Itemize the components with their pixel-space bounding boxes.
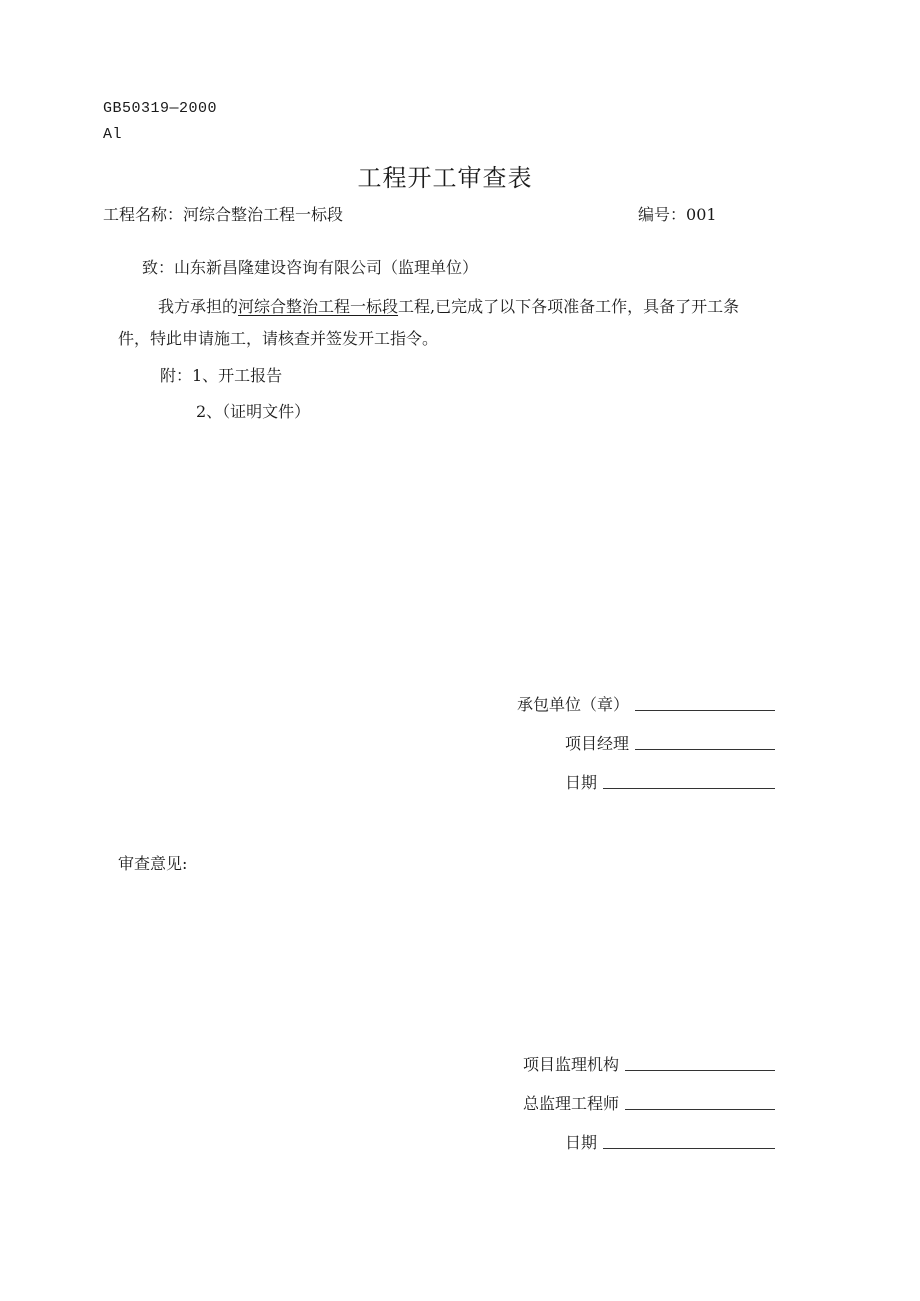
project-name-value: 河综合整治工程一标段 <box>183 205 344 224</box>
attachment-2: 2、（证明文件） <box>196 402 311 421</box>
project-manager-row <box>400 731 775 754</box>
supervision-org-signature-line[interactable] <box>625 1069 775 1071</box>
attachment-1: 附：1、开工报告 <box>160 366 283 385</box>
contractor-unit-row <box>400 692 775 715</box>
application-body-line1 <box>158 294 739 317</box>
review-opinion-label: 审查意见: <box>118 854 188 873</box>
recipient-line: 致：山东新昌隆建设咨询有限公司（监理单位） <box>142 258 479 277</box>
standard-code: GB50319—2000 <box>103 100 218 117</box>
supervision-org-label: 项目监理机构 <box>522 1055 619 1074</box>
supervision-org-row <box>400 1052 775 1075</box>
project-manager-signature-line[interactable] <box>635 748 775 750</box>
body-prefix: 我方承担的 <box>158 297 239 316</box>
project-manager-label: 项目经理 <box>564 734 629 753</box>
project-name-label: 工程名称： <box>103 205 184 224</box>
chief-engineer-signature-line[interactable] <box>625 1108 775 1110</box>
application-body-line2: 件，特此申请施工，请核查并签发开工指令。 <box>118 329 439 348</box>
chief-engineer-row <box>400 1091 775 1114</box>
project-number-row <box>638 202 717 225</box>
project-name-row <box>103 202 343 225</box>
supervisor-date-row <box>400 1130 775 1153</box>
chief-engineer-label: 总监理工程师 <box>522 1094 619 1113</box>
contractor-date-label: 日期 <box>564 773 597 792</box>
supervisor-date-label: 日期 <box>564 1133 597 1152</box>
project-number-label: 编号： <box>638 205 687 224</box>
project-number-value: 001 <box>686 205 717 224</box>
body-project-name: 河综合整治工程一标段 <box>238 297 399 316</box>
supervisor-date-line[interactable] <box>603 1147 775 1149</box>
form-code: Al <box>103 126 123 143</box>
page-title: 工程开工审查表 <box>357 164 533 192</box>
body-suffix: 工程,已完成了以下各项准备工作，具备了开工条 <box>398 297 740 316</box>
contractor-date-line[interactable] <box>603 787 775 789</box>
contractor-date-row <box>400 770 775 793</box>
contractor-unit-signature-line[interactable] <box>635 709 775 711</box>
contractor-unit-label: 承包单位（章） <box>516 695 629 714</box>
